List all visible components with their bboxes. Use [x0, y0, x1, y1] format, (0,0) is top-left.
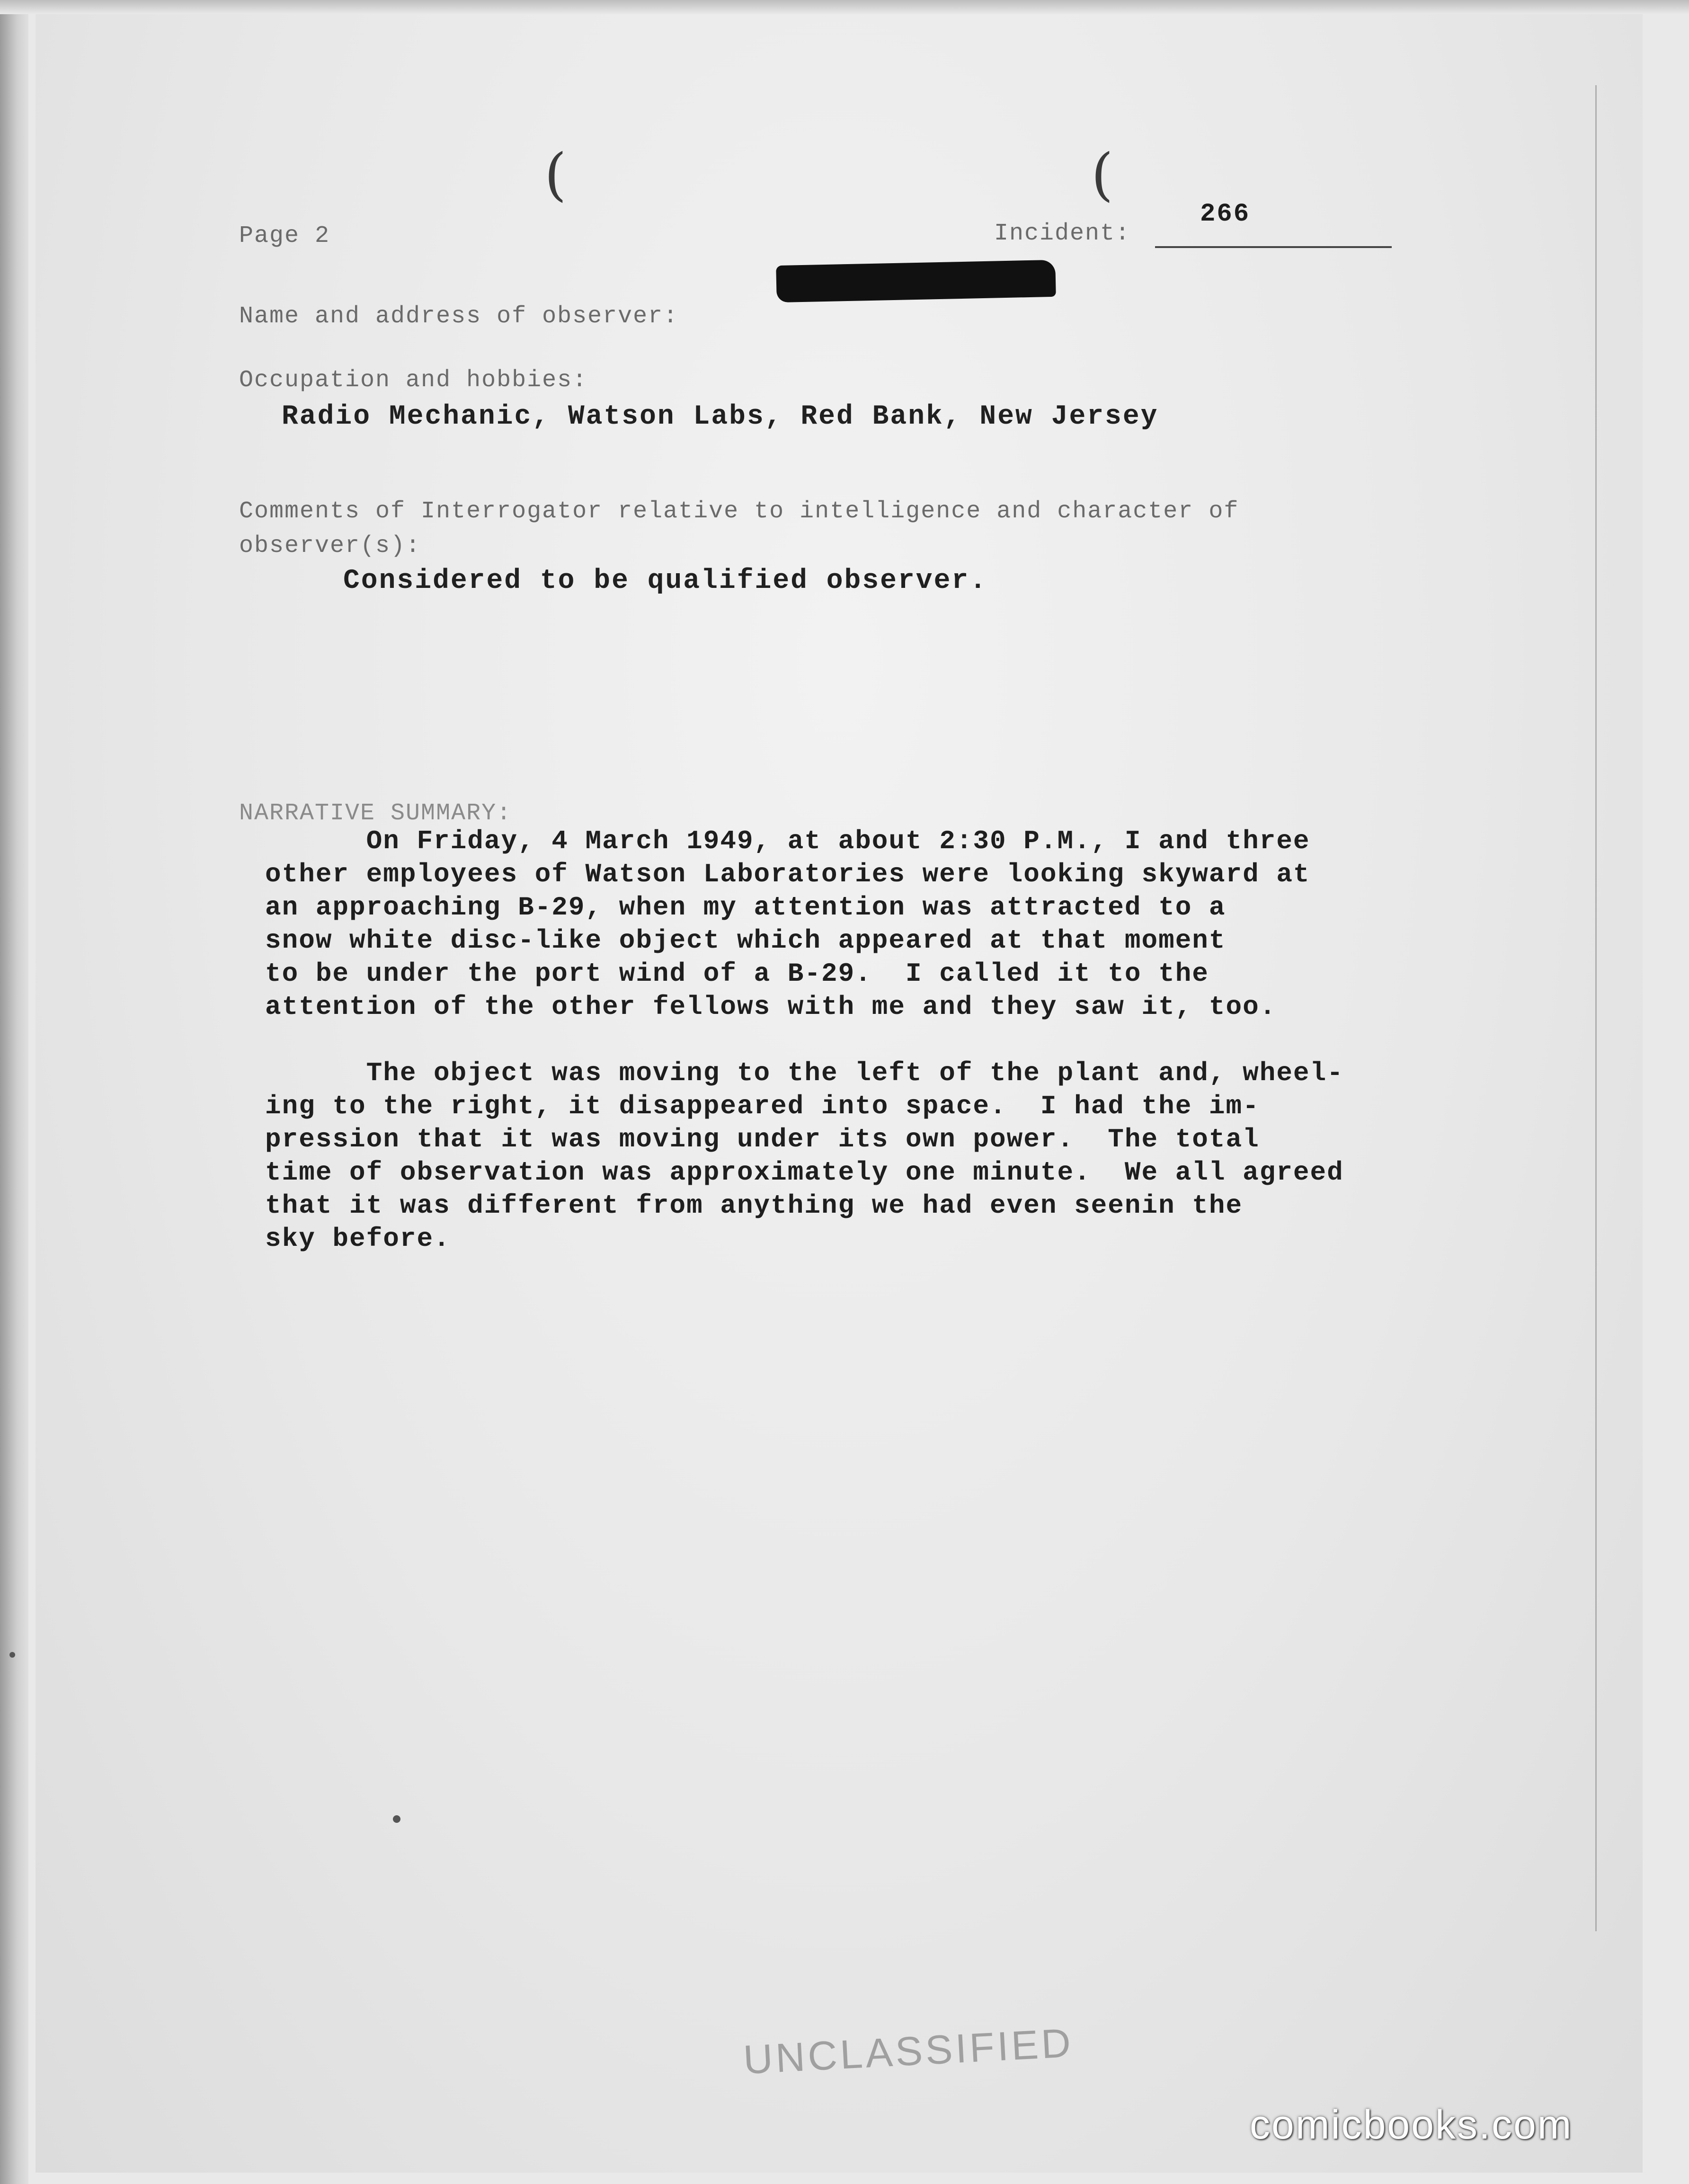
scan-edge — [0, 0, 28, 2184]
narrative-label: NARRATIVE SUMMARY: — [239, 800, 512, 827]
occupation-label: Occupation and hobbies: — [239, 367, 588, 394]
name-address-label: Name and address of observer: — [239, 303, 679, 330]
page-edge-line — [1595, 85, 1597, 1931]
comments-label-line2: observer(s): — [239, 533, 421, 559]
narrative-paragraph-2: The object was moving to the left of the plant and, wheel- ing to the right, it disappeared into space. I had the im- pression that it was moving under its own power. The total time of observation was approximately one minute. We all agreed that it was different from anything we had even seenin the sky before. — [265, 1058, 1344, 1254]
page-label: Page 2 — [239, 222, 330, 249]
punch-mark-left: ( — [544, 142, 567, 208]
scan-edge-top — [0, 0, 1689, 14]
incident-label: Incident: — [994, 220, 1131, 247]
site-watermark: comicbooks.com — [1250, 2102, 1573, 2148]
classification-stamp: UNCLASSIFIED — [742, 2020, 1075, 2083]
ink-speck — [9, 1652, 15, 1658]
incident-underline — [1155, 246, 1392, 248]
comments-label-line1: Comments of Interrogator relative to intelligence and character of — [239, 498, 1239, 525]
narrative-paragraph-1: On Friday, 4 March 1949, at about 2:30 P.M., I and three other employees of Watson Laboratories were looking skyward at an approaching B-29, when my attention was attracted to a snow white disc-like object which appeared at that moment to be under the port wind of a B-29. I called it to the attention of the other fellows with me and they saw it, too. — [265, 826, 1310, 1022]
incident-number: 266 — [1200, 200, 1251, 229]
redaction-bar — [776, 260, 1056, 302]
punch-mark-right: ( — [1091, 142, 1113, 208]
occupation-value: Radio Mechanic, Watson Labs, Red Bank, New Jersey — [282, 401, 1159, 432]
comments-value: Considered to be qualified observer. — [343, 566, 988, 596]
ink-speck — [393, 1815, 400, 1823]
